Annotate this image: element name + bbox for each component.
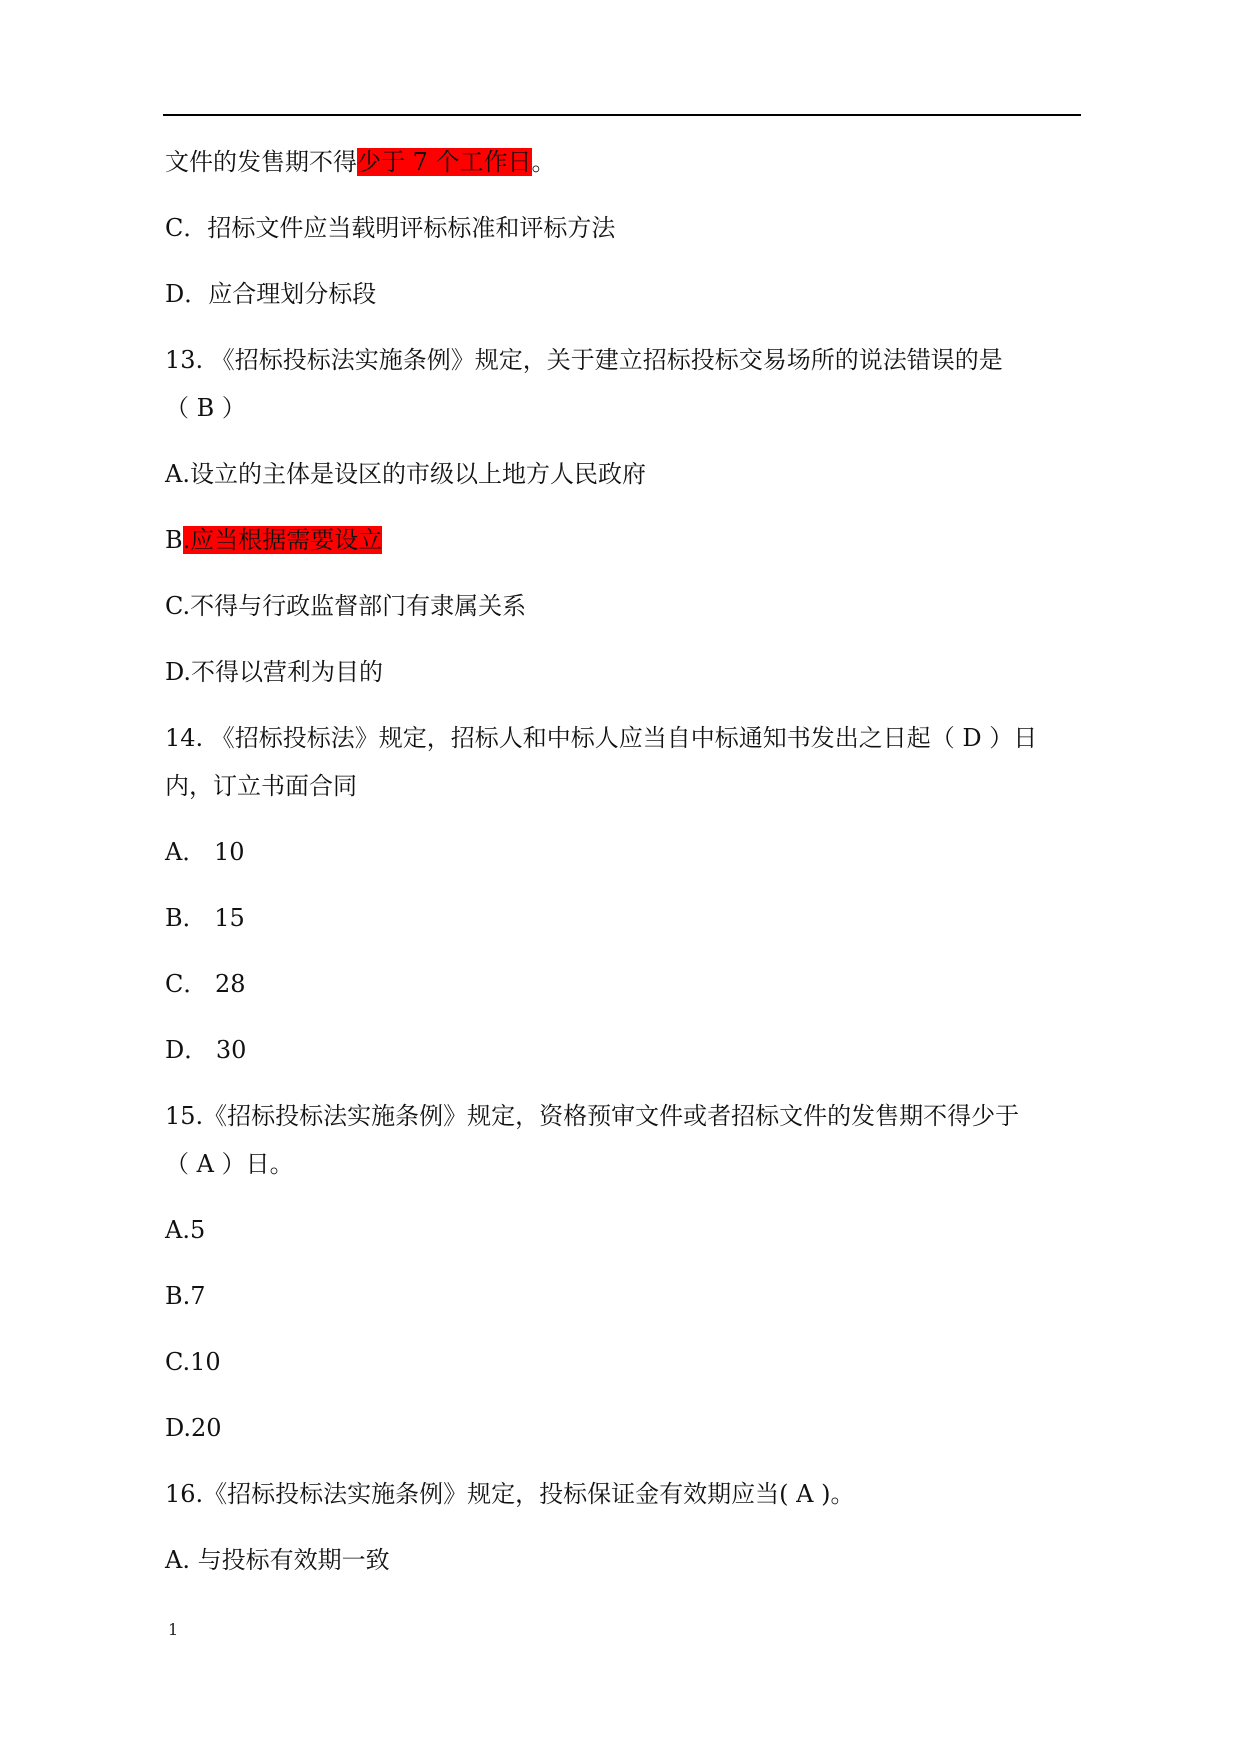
- question-14-option-d: D． 30: [165, 1036, 247, 1064]
- question-14-option-b: B． 15: [165, 904, 245, 932]
- page-number: 1: [168, 1620, 179, 1639]
- question-14-option-c: C． 28: [165, 970, 246, 998]
- question-13-option-b: [165, 516, 1081, 564]
- question-13-answer: （ B ）: [165, 394, 246, 422]
- question-15-line-2: （ A ）日。: [165, 1150, 294, 1178]
- header-rule: [163, 114, 1081, 116]
- question-14-option-a: A． 10: [165, 838, 245, 866]
- question-15-option-d: D.20: [165, 1414, 222, 1442]
- option-b-letter: B: [165, 526, 183, 554]
- question-13-option-d: D.不得以营利为目的: [165, 658, 384, 686]
- question-14-line-1: 14. 《招标投标法》规定，招标人和中标人应当自中标通知书发出之日起（ D ）日: [165, 724, 1038, 752]
- continued-option-text: 文件的发售期不得: [165, 148, 357, 176]
- answer-highlight: .应当根据需要设立: [182, 526, 383, 554]
- answer-highlight: 少于 7 个工作日: [357, 148, 532, 176]
- question-13-option-a: A.设立的主体是设区的市级以上地方人民政府: [165, 460, 646, 488]
- continued-option-b: [165, 138, 1081, 186]
- question-14-line-2: 内，订立书面合同: [165, 772, 357, 800]
- question-13-option-c: C.不得与行政监督部门有隶属关系: [165, 592, 527, 620]
- question-13-line-1: 13. 《招标投标法实施条例》规定，关于建立招标投标交易场所的说法错误的是: [165, 346, 1003, 374]
- question-15-line-1: 15.《招标投标法实施条例》规定，资格预审文件或者招标文件的发售期不得少于: [165, 1102, 1020, 1130]
- question-15-option-a: A.5: [165, 1216, 206, 1244]
- document-body: [165, 138, 1081, 1602]
- question-16: 16.《招标投标法实施条例》规定，投标保证金有效期应当( A )。: [165, 1480, 855, 1508]
- question-15-option-b: B.7: [165, 1282, 206, 1310]
- question-15: [165, 1092, 1081, 1188]
- option-d: D．应合理划分标段: [165, 280, 377, 308]
- question-13: [165, 336, 1081, 432]
- option-c: C．招标文件应当载明评标标准和评标方法: [165, 214, 616, 242]
- continued-option-end: 。: [531, 148, 556, 176]
- question-14: [165, 714, 1081, 810]
- question-13-text: [165, 336, 1081, 384]
- question-15-option-c: C.10: [165, 1348, 221, 1376]
- question-16-option-a: A. 与投标有效期一致: [165, 1546, 390, 1574]
